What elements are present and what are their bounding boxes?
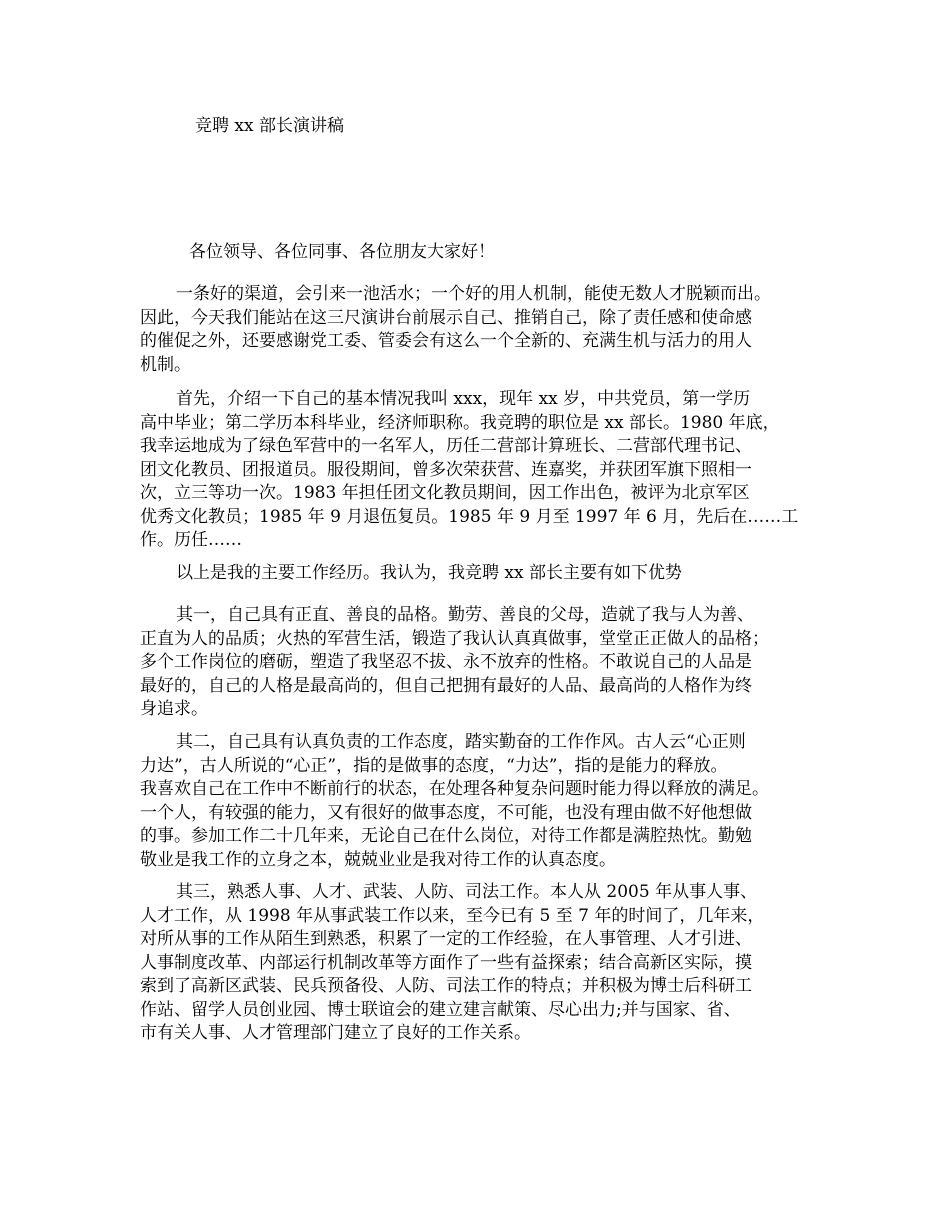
paragraph-line: 次，立三等功一次。1983 年担任团文化教员期间，因工作出色，被评为北京军区 bbox=[140, 483, 750, 503]
paragraph-2 bbox=[140, 388, 798, 553]
paragraph-line: 最好的，自己的人格是最高尚的，但自己把拥有最好的人品、最高尚的人格作为终 bbox=[140, 675, 752, 696]
paragraph-line: 其二，自己具有认真负责的工作态度，踏实勤奋的工作作风。古人云“心正则 bbox=[176, 732, 746, 752]
paragraph-line: 对所从事的工作从陌生到熟悉，积累了一定的工作经验，在人事管理、人才引进、 bbox=[140, 929, 752, 949]
paragraph-line: 优秀文化教员；1985 年 9 月退伍复员。1985 年 9 月至 1997 年 6 月，先后在……工 bbox=[140, 506, 799, 527]
paragraph-line: 高中毕业；第二学历本科毕业，经济师职称。我竞聘的职位是 xx 部长。1980 年底， bbox=[140, 412, 780, 433]
paragraph-line: 多个工作岗位的磨砺，塑造了我坚忍不拔、永不放弃的性格。不敢说自己的人品是 bbox=[140, 652, 752, 672]
greeting-line: 各位领导、各位同事、各位朋友大家好！ bbox=[189, 242, 495, 262]
paragraph-1 bbox=[140, 283, 771, 377]
paragraph-line: 敬业是我工作的立身之本，兢兢业业是我对待工作的认真态度。 bbox=[140, 849, 616, 870]
paragraph-line: 市有关人事、人才管理部门建立了良好的工作关系。 bbox=[140, 1023, 531, 1043]
paragraph-line: 首先，介绍一下自己的基本情况我叫 xxx，现年 xx 岁，中共党员，第一学历 bbox=[176, 389, 751, 409]
paragraph-line: 作站、留学人员创业园、博士联谊会的建立建言献策、尽心出力;并与国家、省、 bbox=[140, 999, 741, 1020]
paragraph-line: 人才工作，从 1998 年从事武装工作以来，至今已有 5 至 7 年的时间了，几年来， bbox=[140, 905, 765, 926]
paragraph-3 bbox=[140, 562, 682, 586]
document-title: 竞聘 xx 部长演讲稿 bbox=[195, 116, 344, 136]
paragraph-line: 其一，自己具有正直、善良的品格。勤劳、善良的父母，造就了我与人为善、 bbox=[176, 605, 754, 625]
paragraph-line: 团文化教员、团报道员。服役期间，曾多次荣获营、连嘉奖，并获团军旗下照相一 bbox=[140, 459, 752, 480]
paragraph-line: 其三，熟悉人事、人才、武装、人防、司法工作。本人从 2005 年从事人事、 bbox=[176, 882, 758, 902]
paragraph-line: 索到了高新区武装、民兵预备役、人防、司法工作的特点；并积极为博士后科研工 bbox=[140, 976, 752, 996]
paragraph-line: 正直为人的品质；火热的军营生活，锻造了我认认真真做事，堂堂正正做人的品格； bbox=[140, 628, 769, 649]
paragraph-line: 我喜欢自己在工作中不断前行的状态，在处理各种复杂问题时能力得以释放的满足。 bbox=[140, 779, 769, 799]
paragraph-6 bbox=[140, 881, 764, 1046]
paragraph-line: 我幸运地成为了绿色军营中的一名军人，历任二营部计算班长、二营部代理书记、 bbox=[140, 436, 752, 456]
paragraph-line: 身追求。 bbox=[140, 699, 208, 719]
paragraph-line: 人事制度改革、内部运行机制改革等方面作了一些有益探索；结合高新区实际，摸 bbox=[140, 952, 752, 973]
paragraph-5 bbox=[140, 731, 769, 872]
paragraph-line: 因此，今天我们能站在这三尺演讲台前展示自己、推销自己，除了责任感和使命感 bbox=[140, 307, 752, 328]
paragraph-line: 以上是我的主要工作经历。我认为，我竞聘 xx 部长主要有如下优势 bbox=[176, 563, 682, 583]
paragraph-line: 一条好的渠道，会引来一池活水；一个好的用人机制，能使无数人才脱颖而出。 bbox=[176, 284, 771, 304]
paragraph-line: 的催促之外，还要感谢党工委、管委会有这么一个全新的、充满生机与活力的用人 bbox=[140, 331, 752, 351]
paragraph-line: 作。历任…… bbox=[140, 530, 242, 550]
paragraph-line: 一个人，有较强的能力，又有很好的做事态度，不可能，也没有理由做不好他想做 bbox=[140, 802, 752, 823]
paragraph-line: 力达”，古人所说的“心正”，指的是做事的态度，“力达”，指的是能力的释放。 bbox=[140, 755, 728, 776]
paragraph-line: 机制。 bbox=[140, 354, 191, 375]
paragraph-4 bbox=[140, 604, 769, 722]
paragraph-line: 的事。参加工作二十几年来，无论自己在什么岗位，对待工作都是满腔热忱。勤勉 bbox=[140, 826, 752, 846]
